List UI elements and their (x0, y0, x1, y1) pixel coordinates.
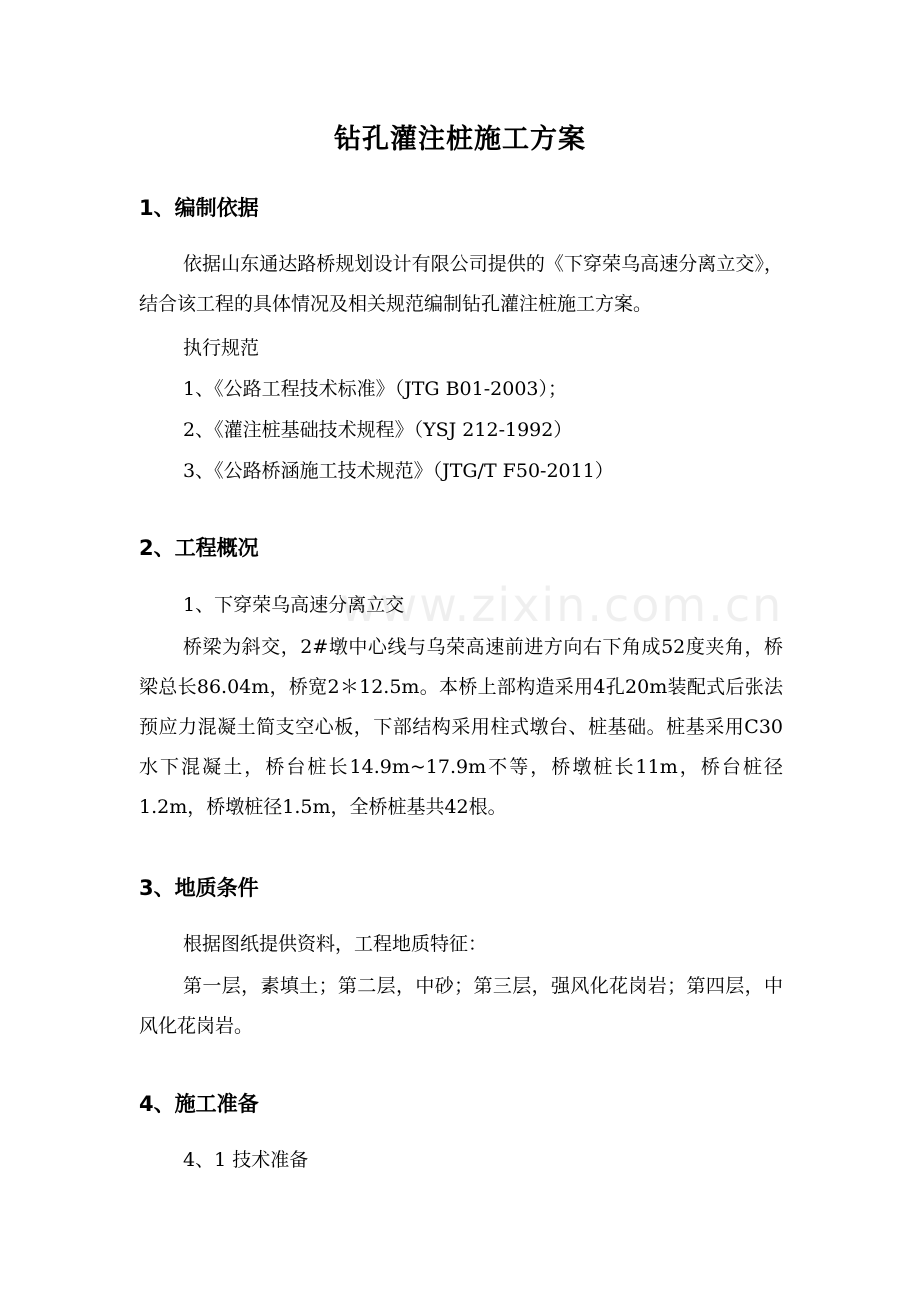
geology-paragraph: 第一层，素填土；第二层，中砂；第三层，强风化花岗岩；第四层，中风化花岗岩。 (139, 975, 783, 1037)
section-heading-overview: 2、工程概况 (139, 536, 259, 560)
section-heading-preparation: 4、施工准备 (139, 1092, 259, 1116)
geology-intro: 根据图纸提供资料，工程地质特征： (183, 933, 488, 955)
standard-item: 3、《公路桥涵施工技术规范》（JTG/T F50-2011） (183, 460, 614, 482)
standard-item: 1、《公路工程技术标准》（JTG B01-2003）； (183, 378, 568, 400)
project-subheading: 1、下穿荣乌高速分离立交 (183, 594, 405, 616)
basis-paragraph: 依据山东通达路桥规划设计有限公司提供的《下穿荣乌高速分离立交》，结合该工程的具体情况及相关规范编制钻孔灌注桩施工方案。 (139, 253, 783, 315)
document-title: 钻孔灌注桩施工方案 (334, 124, 586, 155)
section-heading-basis: 1、编制依据 (139, 196, 259, 220)
standard-item: 2、《灌注桩基础技术规程》（YSJ 212-1992） (183, 419, 573, 441)
section-heading-geology: 3、地质条件 (139, 876, 259, 900)
preparation-subheading: 4、1 技术准备 (183, 1149, 309, 1171)
standards-label: 执行规范 (183, 337, 260, 359)
overview-paragraph: 桥梁为斜交，2#墩中心线与乌荣高速前进方向右下角成52度夹角，桥梁总长86.04m，桥宽2＊12.5m。本桥上部构造采用4孔20m装配式后张法预应力混凝土简支空心板，下部结构采用柱式墩台、桩基础。桩基采用C30水下混凝土，桥台桩长14.9m~17.9m不等，桥墩桩长11m，桥台桩径1.2m，桥墩桩径1.5m，全桥桩基共42根。 (139, 636, 783, 818)
watermark: www.zixin.com.cn (340, 578, 784, 632)
